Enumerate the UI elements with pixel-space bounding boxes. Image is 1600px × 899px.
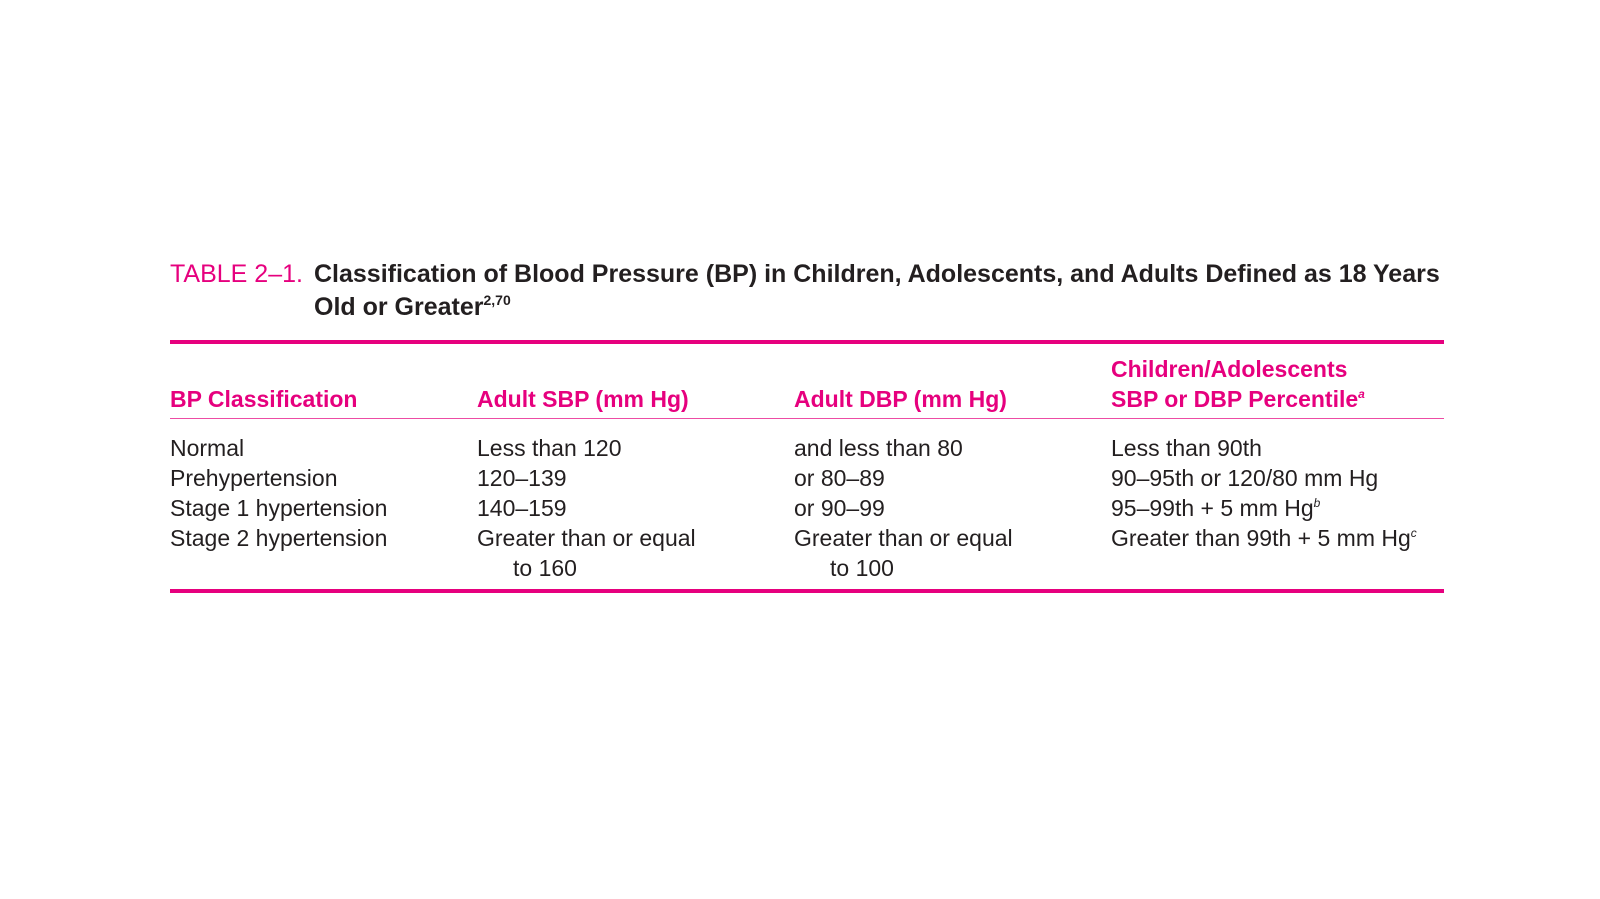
- header-children-percentile: [1111, 354, 1365, 414]
- cell-dbp-stage2: [794, 523, 1013, 583]
- footnote-b-marker: b: [1313, 496, 1321, 510]
- header-children-line2: SBP or DBP Percentile: [1111, 386, 1359, 412]
- cell-percentile-stage2: Greater than 99th + 5 mm Hg: [1111, 525, 1411, 551]
- cell-sbp-stage2-line1: Greater than or equal: [477, 525, 696, 551]
- header-adult-dbp: Adult DBP (mm Hg): [794, 386, 1007, 412]
- reference-superscript: 2,70: [483, 292, 511, 308]
- cell-percentile-stage1-wrap: [1111, 493, 1320, 523]
- cell-dbp-stage1: or 90–99: [794, 495, 885, 521]
- table-label: TABLE 2–1.: [170, 260, 303, 288]
- header-adult-sbp: Adult SBP (mm Hg): [477, 386, 689, 412]
- bottom-rule: [170, 589, 1444, 593]
- cell-percentile-stage1: 95–99th + 5 mm Hg: [1111, 495, 1314, 521]
- cell-dbp-stage2-line1: Greater than or equal: [794, 525, 1013, 551]
- cell-percentile-stage2-wrap: [1111, 523, 1417, 553]
- cell-dbp-prehypertension: or 80–89: [794, 465, 885, 491]
- table-body: [170, 419, 1444, 589]
- cell-dbp-normal: and less than 80: [794, 435, 963, 461]
- cell-sbp-stage2: [477, 523, 696, 583]
- header-children-line1: Children/Adolescents: [1111, 356, 1348, 382]
- header-row: [170, 344, 1444, 418]
- table-title: Classification of Blood Pressure (BP) in Children, Adolescents, and Adults Defined as 18 Years Old or Greater: [314, 260, 1440, 321]
- header-children-line2-wrap: [1111, 384, 1365, 414]
- bp-classification-table: [170, 258, 1444, 593]
- header-bp-classification: BP Classification: [170, 386, 358, 412]
- footnote-c-marker: c: [1410, 526, 1417, 540]
- cell-sbp-stage2-line2: to 160: [513, 555, 577, 581]
- table-caption: [170, 258, 1444, 324]
- cell-percentile-prehypertension: 90–95th or 120/80 mm Hg: [1111, 465, 1379, 491]
- cell-classification-stage1: Stage 1 hypertension: [170, 495, 388, 521]
- cell-dbp-stage2-line2: to 100: [830, 555, 894, 581]
- cell-classification-normal: Normal: [170, 435, 245, 461]
- cell-sbp-stage1: 140–159: [477, 495, 567, 521]
- cell-sbp-prehypertension: 120–139: [477, 465, 567, 491]
- cell-percentile-normal: Less than 90th: [1111, 435, 1262, 461]
- footnote-a-marker: a: [1358, 387, 1365, 401]
- cell-classification-stage2: Stage 2 hypertension: [170, 525, 388, 551]
- cell-sbp-normal: Less than 120: [477, 435, 622, 461]
- cell-classification-prehypertension: Prehypertension: [170, 465, 338, 491]
